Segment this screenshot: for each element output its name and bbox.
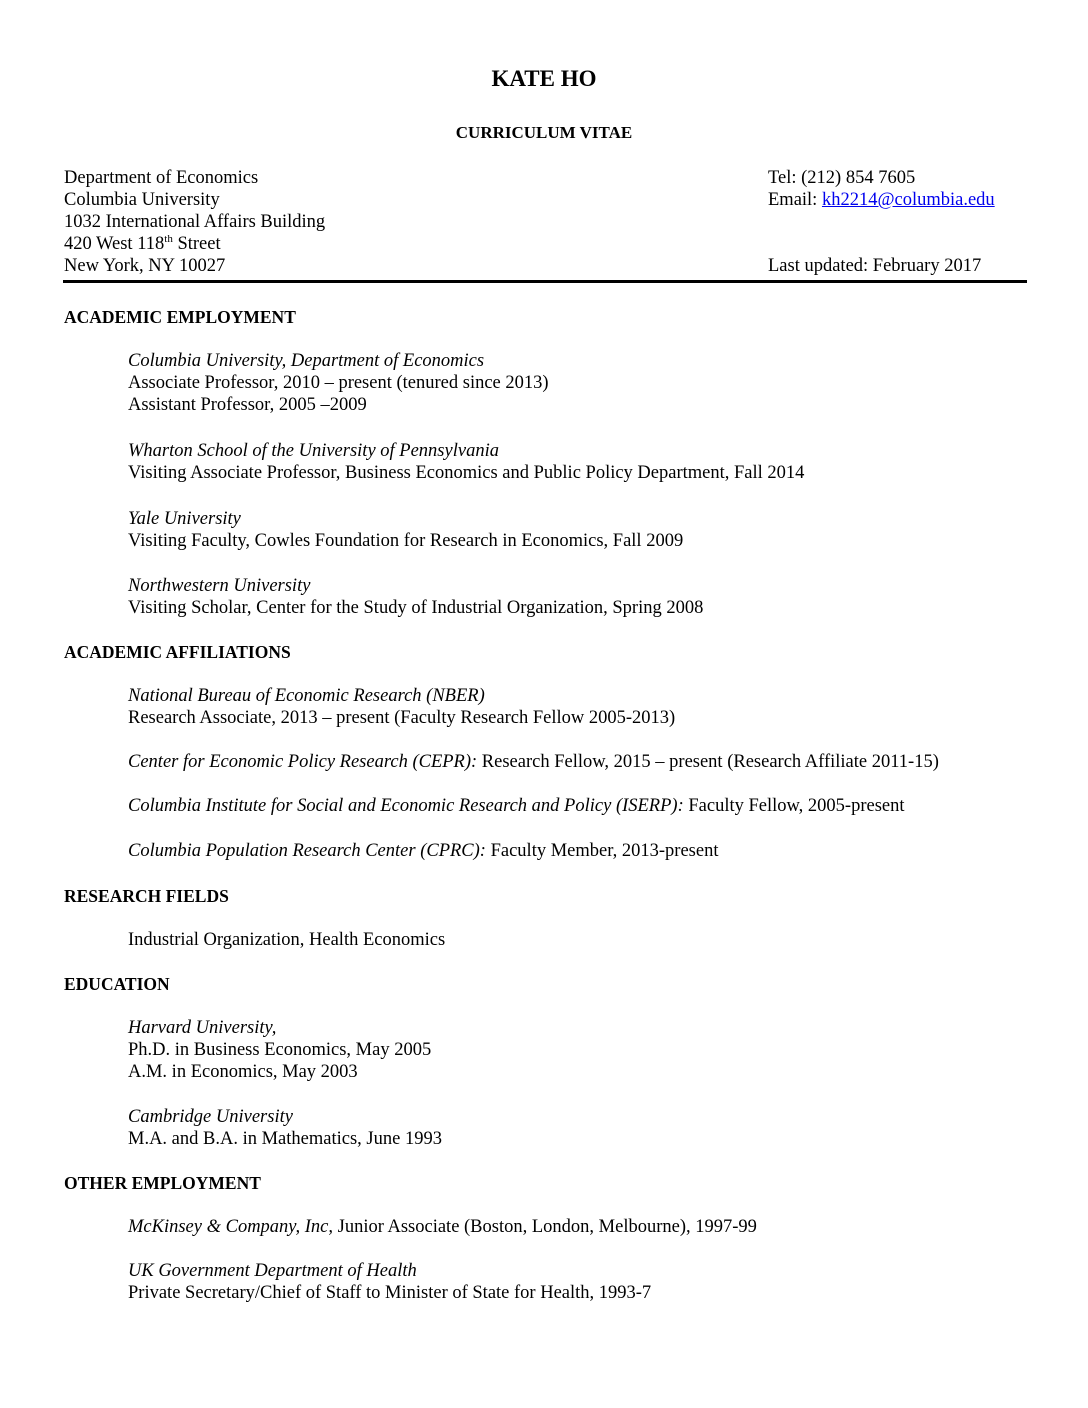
employment-entry-wharton [128,440,1028,484]
research-fields-entry [128,929,1028,951]
cv-title: CURRICULUM VITAE [455,123,633,142]
contact-block [768,167,1068,277]
affiliation-role: Research Fellow, 2015 – present (Research Affiliate 2011-15) [477,752,939,772]
education-degree: Ph.D. in Business Economics, May 2005 [128,1040,432,1060]
email-label: Email: [768,190,822,210]
contact-spacer [768,211,1068,255]
affiliation-iserp [128,795,1028,817]
employment-role: Visiting Associate Professor, Business Economics and Public Policy Department, Fall 2014 [128,463,805,483]
education-degree: M.A. and B.A. in Mathematics, June 1993 [128,1129,442,1149]
affiliation-name: National Bureau of Economic Research (NBER) [128,686,485,706]
section-heading-academic-affiliations: ACADEMIC AFFILIATIONS [64,642,291,662]
employment-institution: Northwestern University [128,576,311,596]
employer-role: Private Secretary/Chief of Staff to Minister of State for Health, 1993-7 [128,1283,652,1303]
employment-entry-northwestern [128,575,1028,619]
affiliation-line [128,840,1028,862]
employment-institution: Wharton School of the University of Pennsylvania [128,441,499,461]
affiliation-cepr [128,751,1028,773]
address-building: 1032 International Affairs Building [64,212,326,232]
employment-institution: Columbia University, Department of Economics [128,351,485,371]
education-entry-harvard [128,1017,1028,1083]
address-department: Department of Economics [64,168,259,188]
last-updated: Last updated: February 2017 [768,256,982,276]
other-employment-uk-health [128,1260,1028,1304]
employment-entry-columbia [128,350,1028,416]
affiliation-name: Columbia Population Research Center (CPRC): [128,841,486,861]
address-street [64,233,484,255]
employer-role: Junior Associate (Boston, London, Melbourne), 1997-99 [333,1217,757,1237]
employer-name: McKinsey & Company, Inc, [128,1217,333,1237]
contact-email [768,189,1068,211]
section-heading-academic-employment: ACADEMIC EMPLOYMENT [64,307,296,327]
employment-role: Visiting Scholar, Center for the Study of Industrial Organization, Spring 2008 [128,598,704,618]
education-institution: Cambridge University [128,1107,293,1127]
affiliation-name: Center for Economic Policy Research (CEPR): [128,752,478,772]
employment-entry-yale [128,508,1028,552]
contact-tel: Tel: (212) 854 7605 [768,168,916,188]
affiliation-cprc [128,840,1028,862]
research-fields-text: Industrial Organization, Health Economics [128,930,446,950]
education-institution: Harvard University, [128,1018,277,1038]
employment-role: Associate Professor, 2010 – present (tenured since 2013) [128,373,549,393]
affiliation-name: Columbia Institute for Social and Economic Research and Policy (ISERP): [128,796,684,816]
affiliation-line [128,751,1028,773]
street-name: Street [172,234,221,254]
section-heading-other-employment: OTHER EMPLOYMENT [64,1173,261,1193]
cv-name: KATE HO [491,66,597,91]
affiliation-line [128,795,1028,817]
address-university: Columbia University [64,190,220,210]
address-block [64,167,484,277]
employer-name: UK Government Department of Health [128,1261,417,1281]
address-city: New York, NY 10027 [64,256,226,276]
header-divider [63,280,1027,283]
other-employment-line [128,1216,1028,1238]
street-suffix: th [164,233,173,245]
section-heading-education: EDUCATION [64,974,170,994]
other-employment-mckinsey [128,1216,1028,1238]
affiliation-nber [128,685,1028,729]
employment-institution: Yale University [128,509,241,529]
affiliation-role: Research Associate, 2013 – present (Faculty Research Fellow 2005-2013) [128,708,676,728]
education-entry-cambridge [128,1106,1028,1150]
street-number: 420 West 118 [64,234,165,254]
affiliation-role: Faculty Member, 2013-present [485,841,719,861]
section-heading-research-fields: RESEARCH FIELDS [64,886,229,906]
employment-role: Visiting Faculty, Cowles Foundation for Research in Economics, Fall 2009 [128,531,684,551]
education-degree: A.M. in Economics, May 2003 [128,1062,358,1082]
email-link[interactable]: kh2214@columbia.edu [821,190,995,210]
affiliation-role: Faculty Fellow, 2005-present [683,796,905,816]
employment-role: Assistant Professor, 2005 –2009 [128,395,367,415]
